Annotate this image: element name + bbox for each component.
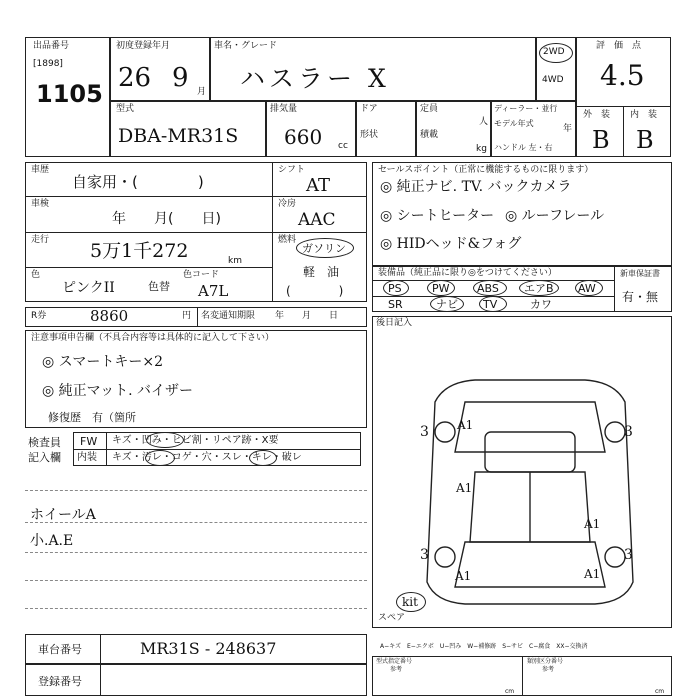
sales-points-title: セールスポイント（正常に機能するものに限ります）: [378, 165, 594, 175]
color-code-value: A7L: [198, 282, 229, 300]
circle-dent: [146, 432, 184, 448]
color-code-label: 色コード: [183, 270, 220, 280]
legend-text: A−キズ E−エクボ U−凹み W−補修跡 S−サビ C−腐食 XX−交換済: [380, 643, 588, 650]
mark-rear-left-3: 3: [420, 547, 429, 563]
capacity-unit: 人: [479, 117, 489, 127]
equip-ps: PS: [388, 282, 402, 295]
equip-tv: TV: [483, 298, 498, 311]
history-label: 車歴: [31, 165, 50, 175]
lot-sub: [1898]: [33, 59, 63, 69]
equip-aw: AW: [578, 282, 596, 295]
drive-2wd: 2WD: [543, 47, 565, 57]
month-unit: 月: [197, 87, 207, 97]
circle-scuff: [249, 450, 277, 466]
sales-point-3: ◎ HIDヘッド&フォグ: [380, 236, 522, 252]
color-label: 色: [31, 270, 41, 280]
ref-left: 参考: [390, 666, 403, 673]
notice-value: 年 月 日: [275, 311, 339, 321]
equip-leather: カワ: [530, 298, 552, 311]
mark-right-a1: A1: [584, 517, 601, 531]
recycle-divider: [197, 307, 198, 327]
sales-point-2b: ◎ ルーフレール: [505, 208, 605, 224]
fuel-light-oil: 軽 油: [303, 265, 340, 279]
history-row2: [25, 232, 272, 233]
km-unit: km: [228, 256, 242, 266]
equip-sr: SR: [388, 298, 403, 311]
inspector-col: [106, 432, 107, 466]
new-warranty-value: 有・無: [622, 290, 659, 304]
sales-point-1: ◎ 純正ナビ. TV. バックカメラ: [380, 179, 572, 195]
fuel-label: 燃料: [278, 235, 297, 245]
interior-items: キズ・汚レ・コゲ・穴・スレ・キレ・破レ: [112, 452, 302, 463]
ac-row: [272, 232, 367, 233]
cm-left: cm: [505, 688, 515, 695]
mileage-label: 走行: [31, 235, 50, 245]
later-input-label: 後日記入: [376, 318, 413, 328]
repair-label: 修復歴 有（箇所: [48, 411, 136, 424]
chassis-label: 車台番号: [38, 643, 82, 656]
spare-label: スペア: [378, 613, 406, 623]
handle-label: ハンドル 左・右: [494, 143, 553, 152]
notes-title: 注意事項申告欄（不具合内容等は具体的に記入して下さい）: [31, 333, 275, 343]
interior-inspect-label: 内装: [77, 452, 97, 463]
displacement-label: 排気量: [270, 104, 298, 114]
circle-dirty: [145, 450, 175, 466]
first-reg-label: 初度登録年月: [116, 41, 171, 51]
fuel-paren: ( ): [286, 284, 344, 298]
rule-5: [25, 608, 367, 609]
recycle-value: 8860: [90, 307, 129, 325]
cert-label: 型式指定番号: [376, 658, 413, 665]
inspection-value: 年 月( 日): [112, 211, 221, 227]
rule-4: [25, 580, 367, 581]
sales-point-2a: ◎ シートヒーター: [380, 208, 495, 224]
car-diagram: [405, 372, 655, 612]
score-label: 評 価 点: [596, 41, 642, 51]
circle-aw: [575, 280, 603, 296]
mark-front-left-a1: A1: [457, 418, 474, 432]
circle-airbag: [519, 280, 559, 296]
legend-divider: [522, 656, 523, 696]
interior-grade: B: [636, 126, 654, 154]
fw-label: FW: [80, 435, 98, 448]
inspection-label: 車検: [31, 199, 50, 209]
cc-unit: cc: [338, 141, 348, 151]
circle-abs: [473, 280, 507, 296]
shift-label: シフト: [278, 165, 306, 175]
first-reg-month: 9: [172, 63, 189, 93]
equip-abs: ABS: [477, 282, 499, 295]
grade-divider: [623, 106, 624, 157]
ac-value: AAC: [298, 210, 336, 230]
year-unit: 年: [563, 124, 573, 134]
first-reg-year: 26: [118, 63, 152, 93]
car-name-label: 車名・グレード: [214, 41, 278, 51]
score-value: 4.5: [600, 59, 645, 92]
notice-label: 名変通知期限: [201, 311, 256, 321]
shift-row: [272, 196, 367, 197]
mark-left-a1: A1: [456, 481, 473, 495]
displacement-value: 660: [284, 125, 323, 149]
circle-tv: [479, 296, 507, 312]
registration-label: 登録番号: [38, 675, 82, 688]
history-row3: [25, 267, 272, 268]
capacity-label: 定員: [420, 104, 439, 114]
equipment-divider: [614, 266, 615, 312]
load-label: 積載: [420, 130, 439, 140]
equipment-title: 装備品（純正品に限り◎をつけてください）: [378, 268, 557, 278]
door-label: ドア: [360, 104, 378, 114]
circle-ps: [383, 280, 409, 296]
fw-items: キズ・凹み・ヒビ割・リペア跡・X要: [112, 435, 279, 446]
exterior-label: 外 装: [583, 110, 611, 120]
shape-label: 形状: [360, 130, 379, 140]
recycle-yen: 円: [182, 311, 192, 321]
cm-right: cm: [655, 688, 665, 695]
ac-label: 冷房: [278, 199, 297, 209]
notes-line-2: ◎ 純正マット. バイザー: [42, 383, 194, 399]
shift-value: AT: [306, 175, 331, 196]
load-unit: kg: [476, 144, 487, 154]
circle-pw: [427, 280, 455, 296]
car-name: ハスラー X: [240, 64, 390, 93]
ref-right: 参考: [542, 666, 555, 673]
color-value: ピンクII: [62, 280, 115, 296]
history-value: 自家用・( ): [72, 173, 204, 191]
comment-line-1: ホイールA: [30, 507, 96, 523]
kit-label: kit: [402, 595, 418, 609]
inspector-row: [73, 449, 361, 450]
recycle-label: R券: [31, 311, 47, 321]
equip-airbag: エアB: [524, 282, 554, 295]
class-label: 類別区分番号: [527, 658, 564, 665]
model-label: 型式: [116, 104, 135, 114]
lot-number: 1105: [36, 80, 103, 108]
dealer-label: ディーラー・並行: [494, 104, 558, 113]
chassis-value: MR31S - 248637: [140, 639, 277, 658]
exterior-grade: B: [592, 126, 610, 154]
mark-front-right-3: 3: [624, 424, 633, 440]
mark-rear-right-3: 3: [624, 547, 633, 563]
rule-1: [25, 490, 367, 491]
mark-front-left-3: 3: [420, 424, 429, 440]
rule-3: [25, 552, 367, 553]
model-value: DBA-MR31S: [118, 125, 239, 147]
equip-pw: PW: [432, 282, 450, 295]
interior-label: 内 装: [630, 110, 658, 120]
inspector-label-2: 記入欄: [28, 451, 61, 464]
history-row1: [25, 196, 272, 197]
mark-rear-left-a1: A1: [455, 569, 472, 583]
equip-navi: ナビ: [436, 298, 458, 311]
comment-line-2: 小.A.E: [30, 533, 74, 549]
model-year-label: モデル年式: [494, 119, 534, 128]
drive-4wd: 4WD: [542, 75, 564, 85]
mileage-value: 5万1千272: [90, 240, 189, 262]
new-warranty-label: 新車保証書: [620, 269, 660, 278]
color-change-label: 色替: [148, 280, 170, 293]
fuel-value: ガソリン: [302, 242, 346, 255]
notes-line-1: ◎ スマートキー×2: [42, 354, 164, 370]
lot-label: 出品番号: [33, 41, 70, 51]
inspector-label-1: 検査員: [28, 436, 61, 449]
circle-navi: [430, 296, 464, 312]
mark-rear-right-a1: A1: [584, 567, 601, 581]
